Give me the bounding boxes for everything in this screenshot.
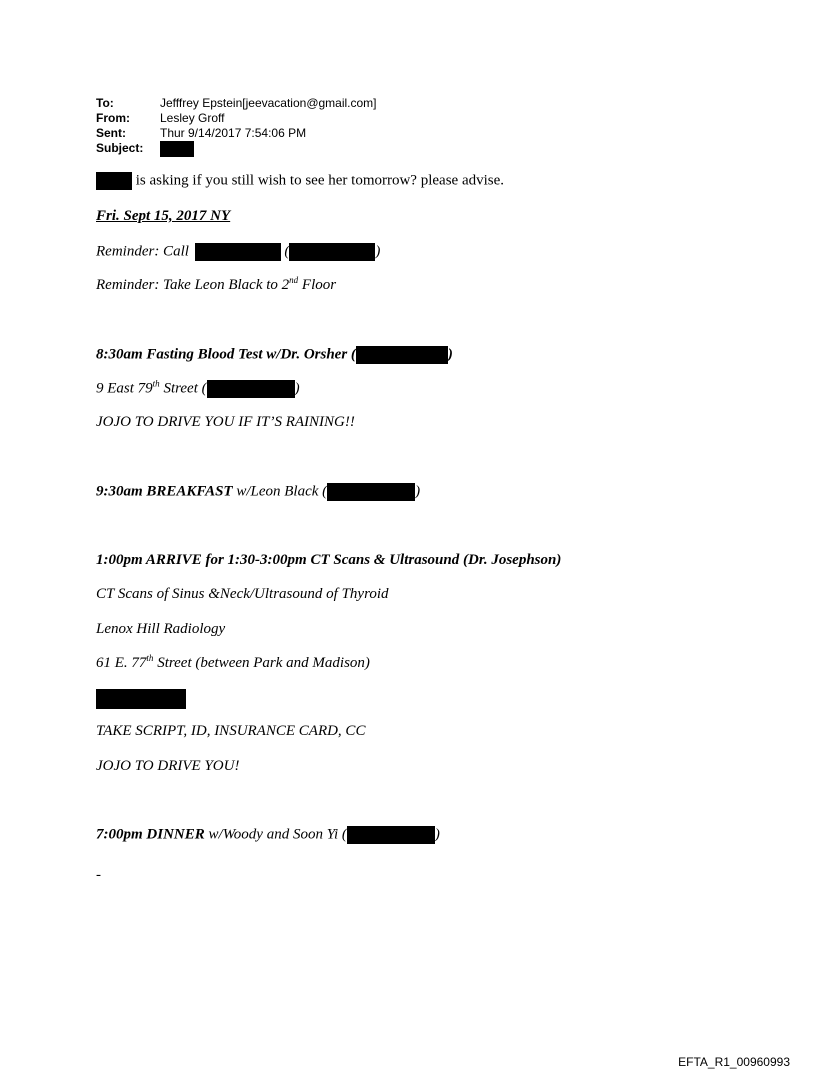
subject-redaction (160, 141, 194, 157)
from-row (96, 111, 377, 126)
redaction (195, 243, 281, 261)
intro-text: is asking if you still wish to see her tomorrow? please advise. (135, 172, 505, 189)
date-heading: Fri. Sept 15, 2017 NY (96, 208, 231, 224)
from-value: Lesley Groff (160, 111, 225, 125)
document-id: EFTA_R1_00960993 (678, 1055, 790, 1069)
to-value: Jefffrey Epstein[jeevacation@gmail.com] (160, 96, 377, 110)
sent-label: Sent: (96, 126, 126, 140)
email-header (96, 96, 377, 157)
redaction (347, 826, 435, 844)
ct-description: CT Scans of Sinus &Neck/Ultrasound of Thyroid (96, 586, 389, 602)
to-label: To: (96, 96, 114, 110)
intro-line (96, 172, 504, 190)
reminder-floor: Reminder: Take Leon Black to 2nd Floor (96, 275, 337, 293)
redaction (356, 346, 448, 364)
breakfast-line: 9:30am BREAKFAST w/Leon Black ( ) (96, 483, 421, 500)
from-label: From: (96, 111, 130, 125)
jojo-drive-line: JOJO TO DRIVE YOU! (96, 758, 240, 774)
dinner-line: 7:00pm DINNER w/Woody and Soon Yi ( ) (96, 826, 440, 843)
redaction (96, 689, 186, 709)
sent-value: Thur 9/14/2017 7:54:06 PM (160, 126, 307, 140)
subject-label: Subject: (96, 141, 144, 155)
radiology-name: Lenox Hill Radiology (96, 621, 226, 637)
redaction (207, 380, 295, 398)
redaction (289, 243, 375, 261)
to-row (96, 96, 377, 111)
reminder-call-text: Reminder: Call (96, 243, 189, 260)
phone-redaction-line (96, 689, 186, 709)
subject-row (96, 141, 377, 157)
dash-line: - (96, 867, 101, 883)
jojo-rain-line: JOJO TO DRIVE YOU IF IT’S RAINING!! (96, 414, 355, 430)
name-redaction (96, 172, 132, 190)
address-77th: 61 E. 77th Street (between Park and Madison) (96, 653, 370, 671)
address-79th: 9 East 79th Street ( ) (96, 378, 300, 397)
reminder-call: Reminder: Call ( ) (96, 243, 381, 260)
ct-heading: 1:00pm ARRIVE for 1:30-3:00pm CT Scans & Ultrasound (Dr. Josephson) (96, 552, 562, 568)
take-script-line: TAKE SCRIPT, ID, INSURANCE CARD, CC (96, 723, 366, 739)
sent-row (96, 126, 377, 141)
blood-test-line: 8:30am Fasting Blood Test w/Dr. Orsher ( ) (96, 346, 453, 363)
redaction (327, 483, 415, 501)
